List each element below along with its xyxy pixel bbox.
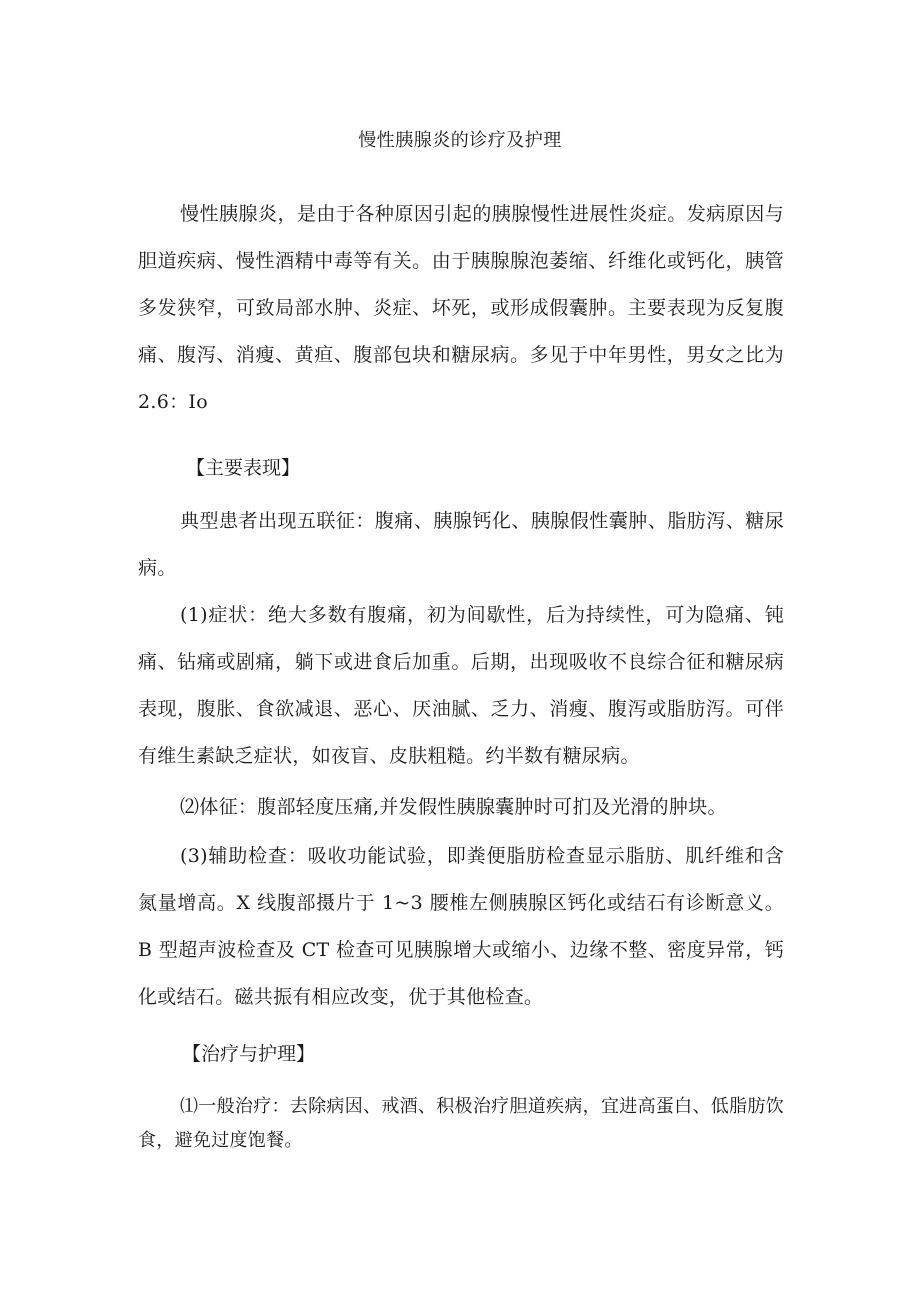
intro-paragraph: 慢性胰腺炎，是由于各种原因引起的胰腺慢性进展性炎症。发病原因与胆道疾病、慢性酒精中毒等有关。由于胰腺腺泡萎缩、纤维化或钙化，胰管多发狭窄，可致局部水肿、炎症、坏死，或形成假囊肿。主要表现为反复腹痛、腹泻、消瘦、黄疸、腹部包块和糖尿病。多见于中年男性，男女之比为 2.6：Io (138, 203, 784, 413)
exams-paragraph: (3)辅助检查：吸收功能试验，即粪便脂肪检查显示脂肪、肌纤维和含氮量增高。X 线腹部摄片于 1~3 腰椎左侧胰腺区钙化或结石有诊断意义。B 型超声波检查及 CT 检查可见胰腺增大或缩小、边缘不整、密度异常，钙化或结石。磁共振有相应改变，优于其他检查。 (138, 845, 784, 1008)
five-signs-paragraph: 典型患者出现五联征：腹痛、胰腺钙化、胰腺假性囊肿、脂肪泻、糖尿病。 (138, 510, 784, 579)
section-heading-treatment: 【治疗与护理】 (182, 1043, 316, 1065)
general-treatment-paragraph: ⑴一般治疗：去除病因、戒酒、积极治疗胆道疾病，宜进高蛋白、低脂肪饮食，避免过度饱餐。 (138, 1096, 784, 1151)
page-title: 慢性胰腺炎的诊疗及护理 (358, 130, 562, 151)
symptoms-paragraph: (1)症状：绝大多数有腹痛，初为间歇性，后为持续性，可为隐痛、钝痛、钻痛或剧痛，躺下或进食后加重。后期，出现吸收不良综合征和糖尿病表现，腹胀、食欲减退、恶心、厌油腻、乏力、消瘦、腹泻或脂肪泻。可伴有维生素缺乏症状，如夜盲、皮肤粗糙。约半数有糖尿病。 (138, 604, 784, 767)
signs-paragraph: ⑵体征：腹部轻度压痛,并发假性胰腺囊肿时可扪及光滑的肿块。 (180, 796, 727, 818)
section-heading-main-manifestations: 【主要表现】 (186, 457, 301, 479)
